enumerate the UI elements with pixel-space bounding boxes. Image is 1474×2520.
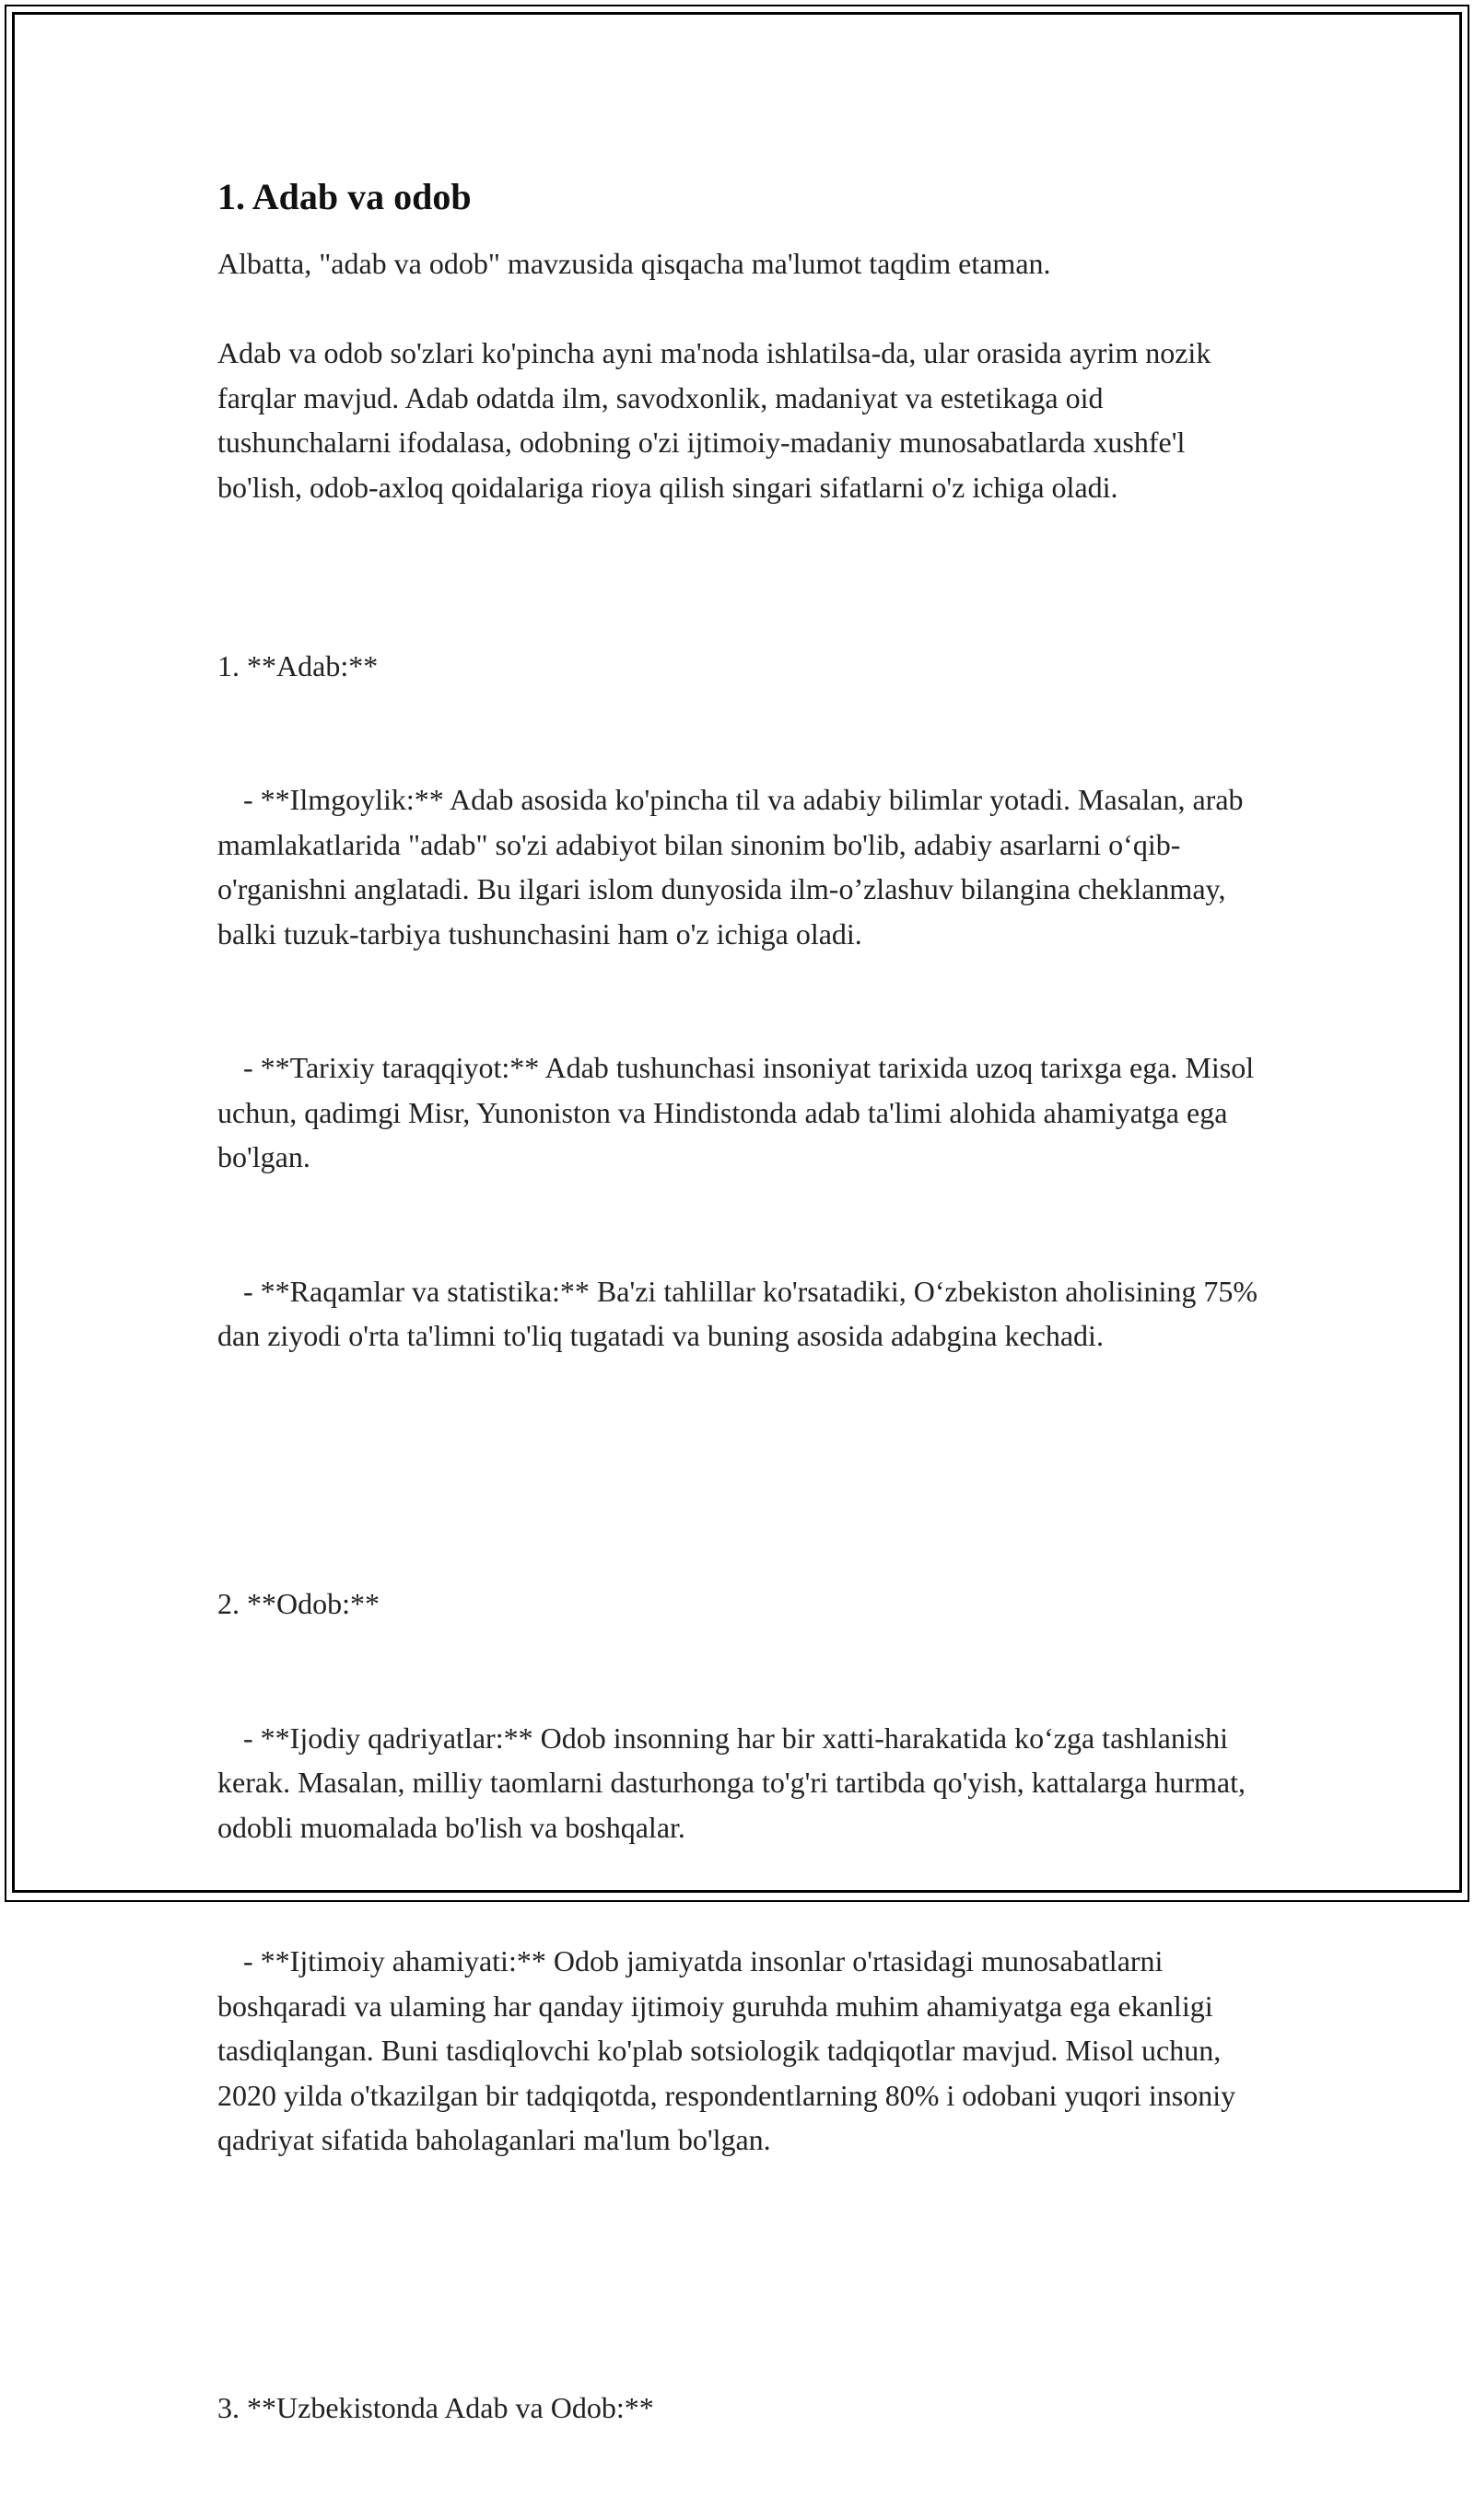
overview-paragraph: Adab va odob so'zlari ko'pincha ayni ma'noda ishlatilsa-da, ular orasida ayrim nozik farqlar mavjud. Adab odatda ilm, savodxonlik, madaniyat va estetikaga oid tushunchalarni ifodalasa, odobning o'zi ijtimoiy-madaniy munosabatlarda xushfe'l bo'lish, odob-axloq qoidalariga rioya qilish singari sifatlarni o'z ichiga oladi. — [217, 336, 1219, 504]
bullet-ijtimoiy-ahamiyati: - **Ijtimoiy ahamiyati:** Odob jamiyatda insonlar o'rtasidagi munosabatlarni boshqaradi va ulaming har qanday ijtimoiy guruhda muhim ahamiyatga ega ekanligi tasdiqlangan. Buni tasdiqlovchi ko'plab sotsiologik tadqiqotlar mavjud. Misol uchun, 2020 yilda o'tkazilgan bir tadqiqotda, respondentlarning 80% i odobani yuqori insoniy qadriyat sifatida baholaganlari ma'lum bo'lgan. — [217, 1944, 1244, 2156]
bullet-tarixiy-taraqqiyot: - **Tarixiy taraqqiyot:** Adab tushunchasi insoniyat tarixida uzoq tarixga ega. Misol uchun, qadimgi Misr, Yunoniston va Hindistonda adab ta'limi alohida ahamiyatga ega bo'lgan. — [217, 1051, 1262, 1173]
intro-paragraph: Albatta, "adab va odob" mavzusida qisqacha ma'lumot taqdim etaman. — [217, 247, 1051, 280]
bullet-raqamlar-statistika: - **Raqamlar va statistika:** Ba'zi tahlillar ko'rsatadiki, O‘zbekiston aholisining 75% dan ziyodi o'rta ta'limni to'liq tugatadi va buning asosida adabgina kechadi. — [217, 1274, 1266, 1352]
section-uzbekistonda — [217, 2296, 1258, 2520]
document-page — [217, 170, 1266, 2520]
section-uzbekistonda-heading: 3. **Uzbekistonda Adab va Odob:** — [217, 2391, 654, 2424]
section-odob — [217, 1492, 1258, 2252]
section-adab-heading: 1. **Adab:** — [217, 648, 379, 682]
document-title: 1. Adab va odob — [217, 176, 472, 217]
section-odob-heading: 2. **Odob:** — [217, 1587, 380, 1620]
bullet-ijodiy-qadriyatlar: - **Ijodiy qadriyatlar:** Odob insonning har bir xatti-harakatida ko‘zga tashlanishi kerak. Masalan, milliy taomlarni dasturhonga to'g'ri tartibda qo'yish, kattalarga hurmat, odobli muomalada bo'lish va boshqalar. — [217, 1721, 1253, 1844]
section-adab — [217, 554, 1266, 1448]
bullet-ilmgoylik: - **Ilmgoylik:** Adab asosida ko'pincha til va adabiy bilimlar yotadi. Masalan, arab mamlakatlarida "adab" so'zi adabiyot bilan sinonim bo'lib, adabiy asarlarni o‘qib-o'rganishni anglatadi. Bu ilgari islom dunyosida ilm-o’zlashuv bilangina cheklanmay, balki tuzuk-tarbiya tushunchasini ham o'z ichiga oladi. — [217, 783, 1251, 951]
